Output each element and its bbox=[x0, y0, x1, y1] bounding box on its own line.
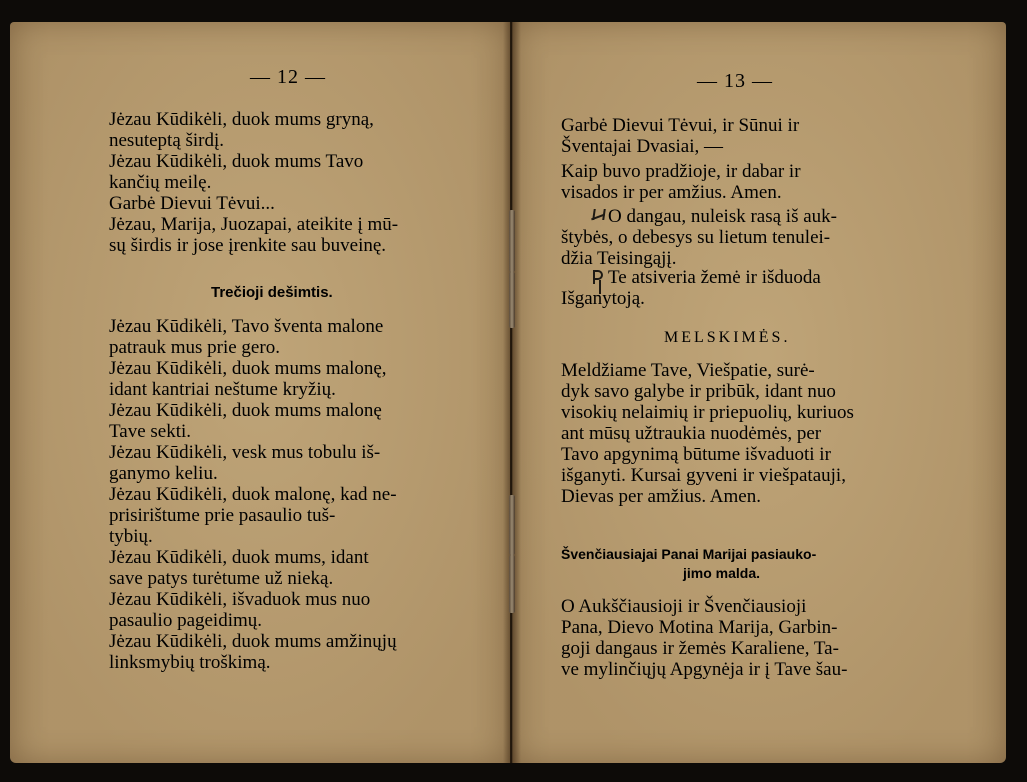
left-line: patrauk mus prie gero. bbox=[109, 337, 280, 358]
response-icon bbox=[592, 269, 604, 285]
section-heading: jimo malda. bbox=[683, 565, 761, 581]
right-page-number: — 13 — bbox=[697, 70, 773, 92]
versicle-icon bbox=[592, 208, 604, 224]
right-line: Šventajai Dvasiai, — bbox=[561, 136, 723, 157]
versicle-text: O dangau, nuleisk rasą iš auk- bbox=[608, 206, 837, 227]
right-line: Meldžiame Tave, Viešpatie, surė- bbox=[561, 360, 815, 381]
right-line: Išganytoją. bbox=[561, 288, 645, 309]
left-line: Jėzau, Marija, Juozapai, ateikite į mū- bbox=[109, 214, 399, 235]
right-line: Dievas per amžius. Amen. bbox=[561, 486, 761, 507]
right-line: išganyti. Kursai gyveni ir viešpatauji, bbox=[561, 465, 846, 486]
left-line: kančių meilę. bbox=[109, 172, 212, 193]
right-line: O Aukščiausioji ir Švenčiausioji bbox=[561, 596, 807, 617]
left-line: sų širdis ir jose įrenkite sau buveinę. bbox=[109, 235, 387, 256]
left-line: tybių. bbox=[109, 526, 153, 547]
right-line: Kaip buvo pradžioje, ir dabar ir bbox=[561, 161, 801, 182]
left-line: Jėzau Kūdikėli, duok mums amžinųjų bbox=[109, 631, 397, 652]
left-line: nesuteptą širdį. bbox=[109, 130, 225, 151]
left-line: Jėzau Kūdikėli, duok mums malonę bbox=[109, 400, 382, 421]
section-heading: Švenčiausiajai Panai Marijai pasiauko- bbox=[561, 546, 817, 562]
left-line: pasaulio pageidimų. bbox=[109, 610, 263, 631]
left-line: Jėzau Kūdikėli, duok malonę, kad ne- bbox=[109, 484, 397, 505]
left-line: Jėzau Kūdikėli, duok mums, idant bbox=[109, 547, 369, 568]
versicle-line bbox=[561, 206, 837, 227]
right-line: goji dangaus ir žemės Karaliene, Ta- bbox=[561, 638, 839, 659]
left-line: linksmybių troškimą. bbox=[109, 652, 271, 673]
left-line: prisirištume prie pasaulio tuš- bbox=[109, 505, 336, 526]
left-line: ganymo keliu. bbox=[109, 463, 218, 484]
right-line: Pana, Dievo Motina Marija, Garbin- bbox=[561, 617, 838, 638]
staple-lower bbox=[509, 495, 515, 555]
response-text: Te atsiveria žemė ir išduoda bbox=[608, 267, 821, 288]
right-line: Garbė Dievui Tėvui, ir Sūnui ir bbox=[561, 115, 800, 136]
book-gutter bbox=[503, 22, 521, 763]
section-heading: Trečioji dešimtis. bbox=[211, 284, 333, 301]
staple-top bbox=[509, 210, 515, 272]
right-line: ve mylinčiųjų Apgynėja ir į Tave šau- bbox=[561, 659, 848, 680]
left-line: Jėzau Kūdikėli, duok mums gryną, bbox=[109, 109, 374, 130]
right-line: Tavo apgynimą būtume išvaduoti ir bbox=[561, 444, 831, 465]
left-line: Jėzau Kūdikėli, duok mums Tavo bbox=[109, 151, 364, 172]
right-line: ant mūsų užtraukia nuodėmės, per bbox=[561, 423, 822, 444]
staple-upper bbox=[509, 272, 515, 328]
staple-bottom bbox=[509, 555, 515, 613]
right-line: visokių nelaimių ir priepuolių, kuriuos bbox=[561, 402, 854, 423]
prayer-heading: MELSKIMĖS. bbox=[664, 329, 791, 346]
left-line: Jėzau Kūdikėli, Tavo šventa malone bbox=[109, 316, 384, 337]
left-page-number: — 12 — bbox=[250, 66, 326, 88]
response-line bbox=[561, 267, 821, 288]
left-line: idant kantriai neštume kryžių. bbox=[109, 379, 336, 400]
left-line: Tave sekti. bbox=[109, 421, 192, 442]
right-line: džia Teisingąjį. bbox=[561, 248, 677, 269]
left-line: Jėzau Kūdikėli, vesk mus tobulu iš- bbox=[109, 442, 381, 463]
right-line: visados ir per amžius. Amen. bbox=[561, 182, 782, 203]
left-line: save patys turėtume už nieką. bbox=[109, 568, 334, 589]
right-line: dyk savo galybe ir pribūk, idant nuo bbox=[561, 381, 836, 402]
right-line: štybės, o debesys su lietum tenulei- bbox=[561, 227, 831, 248]
left-line: Jėzau Kūdikėli, išvaduok mus nuo bbox=[109, 589, 371, 610]
left-line: Jėzau Kūdikėli, duok mums malonę, bbox=[109, 358, 387, 379]
left-line: Garbė Dievui Tėvui... bbox=[109, 193, 275, 214]
